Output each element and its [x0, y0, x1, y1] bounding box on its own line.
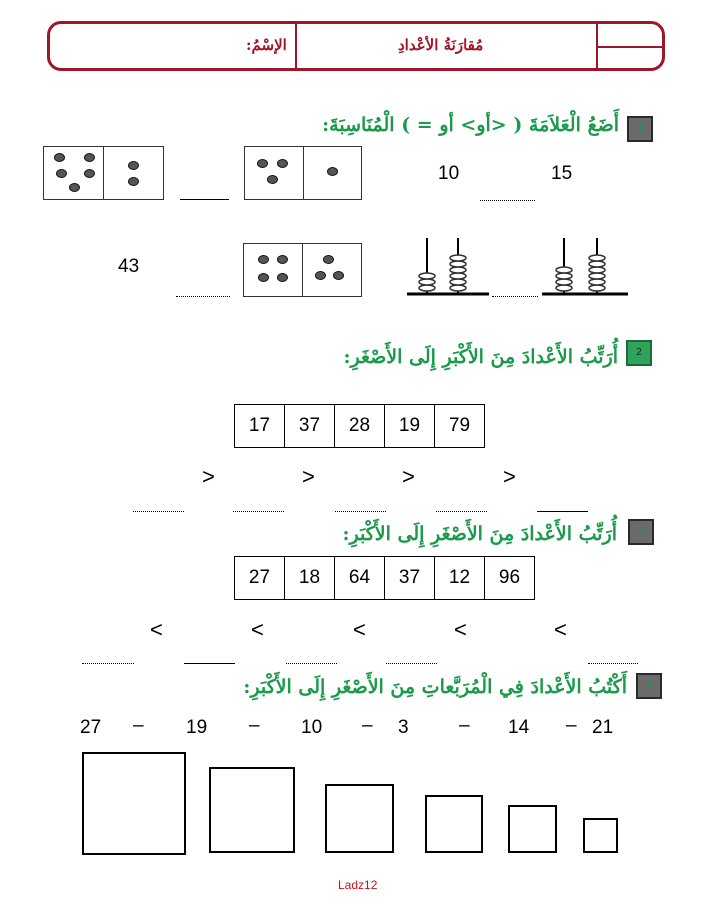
answer-blank[interactable] — [133, 511, 184, 512]
question-4-title: أَكْتُبُ الأَعْدادَ فِي الْمُرَبَّعاتِ مِنَ الأَصْغَرِ إِلَى الأَكْبَرِ: — [243, 676, 627, 698]
number-cell: 12 — [435, 557, 485, 599]
answer-square[interactable] — [425, 795, 483, 853]
less-than-symbol: < — [150, 617, 163, 642]
question-badge-4: 4 — [636, 673, 662, 699]
worksheet-header — [47, 21, 665, 71]
number-item: 27 — [80, 717, 102, 738]
answer-blank[interactable] — [436, 511, 487, 512]
number-cell: 79 — [448, 415, 471, 436]
less-than-symbol: < — [353, 617, 366, 642]
greater-than-symbol: > — [503, 464, 516, 489]
domino-half — [244, 244, 302, 296]
answer-square[interactable] — [508, 805, 557, 853]
answer-blank[interactable] — [537, 511, 588, 512]
question-badge-3: 3 — [628, 519, 654, 545]
answer-square[interactable] — [209, 767, 295, 853]
footer-credit: Ladz12 — [338, 878, 378, 892]
domino-left-top — [43, 146, 164, 200]
abacus-right — [540, 236, 630, 298]
answer-blank[interactable] — [233, 511, 284, 512]
number-b: 15 — [551, 163, 573, 184]
number-cell: 19 — [385, 405, 435, 447]
abacus-left — [405, 236, 491, 298]
number-item: 19 — [186, 717, 208, 738]
number-cell: 17 — [235, 405, 285, 447]
answer-blank[interactable] — [588, 663, 638, 664]
number-a: 10 — [438, 163, 460, 184]
greater-than-symbol: > — [302, 464, 315, 489]
header-divider — [295, 24, 297, 68]
worksheet-title: مُقارَنَةُ الأعْدادِ — [398, 36, 484, 54]
answer-blank[interactable] — [176, 296, 230, 297]
number-cell: 28 — [335, 405, 385, 447]
separator: – — [133, 715, 144, 736]
domino-right-top — [244, 146, 362, 200]
number-item: 10 — [301, 717, 323, 738]
answer-square[interactable] — [583, 818, 618, 853]
less-than-symbol: < — [454, 617, 467, 642]
domino-half — [245, 147, 303, 199]
answer-blank[interactable] — [82, 663, 134, 664]
less-than-symbol: < — [251, 617, 264, 642]
answer-blank[interactable] — [335, 511, 386, 512]
domino-bottom — [243, 243, 362, 297]
number-cell: 37 — [385, 557, 435, 599]
question-3-title: أُرَتِّبُ الأَعْدادَ مِنَ الأَصْغَرِ إِلَى الأَكْبَرِ: — [342, 523, 617, 545]
separator: – — [459, 715, 470, 736]
greater-than-symbol: > — [402, 464, 415, 489]
answer-blank[interactable] — [180, 199, 229, 200]
number-c: 43 — [118, 256, 140, 277]
answer-blank[interactable] — [184, 663, 235, 664]
answer-blank[interactable] — [286, 663, 337, 664]
answer-square[interactable] — [325, 784, 394, 853]
answer-blank[interactable] — [480, 200, 535, 201]
numbers-box-q2 — [234, 404, 485, 448]
separator: – — [566, 715, 577, 736]
header-line — [598, 46, 662, 48]
answer-square[interactable] — [82, 752, 186, 855]
number-cell: 27 — [235, 557, 285, 599]
separator: – — [249, 715, 260, 736]
less-than-symbol: < — [554, 617, 567, 642]
number-cell: 64 — [335, 557, 385, 599]
domino-half — [103, 147, 163, 199]
domino-half — [302, 244, 361, 296]
question-badge-2: 2 — [626, 340, 652, 366]
answer-blank[interactable] — [492, 296, 538, 297]
name-label: الإسْمُ: — [246, 36, 287, 54]
number-item: 3 — [398, 717, 409, 738]
number-cell: 37 — [285, 405, 335, 447]
domino-half — [44, 147, 103, 199]
question-2-title: أُرَتِّبُ الأَعْدادَ مِنَ الأَكْبَرِ إِلَى الأَصْغَرِ: — [343, 346, 618, 368]
number-cell: 96 — [498, 567, 521, 588]
greater-than-symbol: > — [202, 464, 215, 489]
separator: – — [362, 715, 373, 736]
number-item: 14 — [508, 717, 530, 738]
number-cell: 18 — [285, 557, 335, 599]
answer-blank[interactable] — [386, 663, 437, 664]
question-badge-1: 1 — [627, 116, 653, 142]
numbers-box-q3 — [234, 556, 535, 600]
number-item: 21 — [592, 717, 614, 738]
question-1-title: أَضَعُ الْعَلاَمَةَ ( <أو> أو = ) الْمُنَاسِبَةَ: — [322, 114, 619, 136]
domino-half — [303, 147, 362, 199]
